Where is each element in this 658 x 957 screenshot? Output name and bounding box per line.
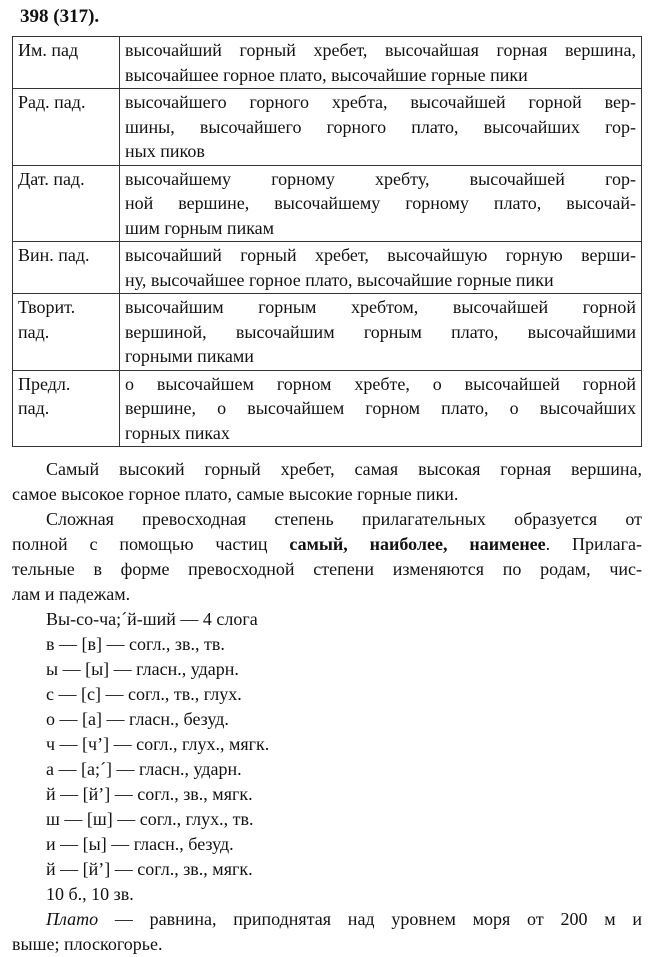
bold-particles: самый, наиболее, наименее [289, 534, 546, 554]
text: . Прилага- [545, 534, 642, 554]
forms-line: ной вершине, высочайшему горному плато, высочай- [125, 193, 636, 213]
phonetic-line: с — [с] — согл., тв., глух. [46, 684, 242, 704]
case-label: Предл. [18, 373, 71, 394]
para2-line: лам и падежам. [12, 584, 131, 604]
para2-line [12, 532, 642, 557]
para2-line: Сложная превосходная степень прилагательных образуется от [46, 509, 642, 529]
forms-line: высочайшего горного хребта, высочайшей горной вер- [125, 92, 636, 112]
forms-line: высочайшим горным хребтом, высочайшей горной [125, 297, 636, 317]
phonetic-line: й — [й’] — согл., зв., мягк. [46, 784, 253, 804]
case-label: пад. [18, 398, 50, 418]
case-label: пад. [18, 321, 50, 342]
phonetic-line: а — [а;´] — гласн., ударн. [46, 759, 242, 779]
case-cell [13, 242, 120, 294]
phonetic-line: и — [ы] — гласн., безуд. [46, 834, 234, 854]
forms-cell [120, 294, 642, 371]
forms-line: вершиной, высочайшим горным плато, высочайшими [125, 321, 636, 342]
forms-line: высочайший горный хребет, высочайшую горную верши- [125, 245, 636, 265]
phonetic-line: ы — [ы] — гласн., ударн. [46, 659, 239, 679]
table-row [13, 370, 642, 447]
text: полной с помощью частиц [12, 534, 290, 554]
case-cell [13, 165, 120, 242]
case-label: Творит. [18, 297, 76, 317]
forms-line: вершине, о высочайшем горном плато, о высочайших [125, 398, 636, 418]
phonetic-line: в — [в] — согл., зв., тв. [46, 634, 225, 654]
phonetic-line: й — [й’] — согл., зв., мягк. [46, 859, 253, 879]
definition-line: выше; плоскогорье. [12, 934, 163, 954]
phonetic-line: о — [а] — гласн., безуд. [46, 709, 229, 729]
case-label: Вин. пад. [18, 245, 90, 265]
forms-line: о высочайшем горном хребте, о высочайшей горной [125, 373, 636, 394]
phonetic-line: ч — [ч’] — согл., глух., мягк. [46, 734, 270, 754]
forms-cell [120, 370, 642, 447]
phonetic-line: Вы-со-ча;´й-ший — 4 слога [46, 609, 258, 629]
forms-line: горными пиками [125, 346, 254, 366]
table-row [13, 89, 642, 166]
case-cell [13, 37, 120, 89]
forms-line: шим горным пикам [125, 217, 275, 238]
forms-line: высочайший горный хребет, высочайшая горная вершина, [125, 40, 636, 60]
case-label: Дат. пад. [18, 168, 85, 189]
definition-line [12, 907, 642, 932]
forms-cell [120, 242, 642, 294]
para1-line: самое высокое горное плато, самые высокие горные пики. [12, 484, 459, 504]
phonetic-line: ш — [ш] — согл., глух., тв. [46, 809, 254, 829]
table-row [13, 37, 642, 89]
case-cell [13, 89, 120, 166]
case-label: Рад. пад. [18, 92, 86, 112]
exercise-number: 398 (317). [20, 6, 100, 27]
table-row [13, 242, 642, 294]
case-label: Им. пад [18, 40, 79, 60]
para1-line: Самый высокий горный хребет, самая высокая горная вершина, [46, 459, 642, 479]
table-row [13, 294, 642, 371]
body-text [12, 457, 642, 957]
table-row [13, 165, 642, 242]
forms-line: ных пиков [125, 141, 205, 161]
forms-line: горных пиках [125, 422, 230, 443]
case-cell [13, 294, 120, 371]
forms-line: шины, высочайшего горного плато, высочайших гор- [125, 116, 636, 137]
forms-line: ну, высочайшее горное плато, высочайшие горные пики [125, 269, 554, 290]
forms-cell [120, 37, 642, 89]
declension-table [12, 36, 642, 447]
para2-line: тельные в форме превосходной степени изменяются по родам, чис- [12, 559, 642, 579]
forms-line: высочайшему горному хребту, высочайшей гор- [125, 168, 636, 189]
phonetic-line: 10 б., 10 зв. [46, 884, 134, 904]
text: — равнина, приподнятая над уровнем моря от 200 м и [98, 909, 642, 929]
forms-line: высочайшее горное плато, высочайшие горные пики [125, 64, 528, 85]
forms-cell [120, 89, 642, 166]
term: Плато [46, 909, 99, 929]
forms-cell [120, 165, 642, 242]
case-cell [13, 370, 120, 447]
